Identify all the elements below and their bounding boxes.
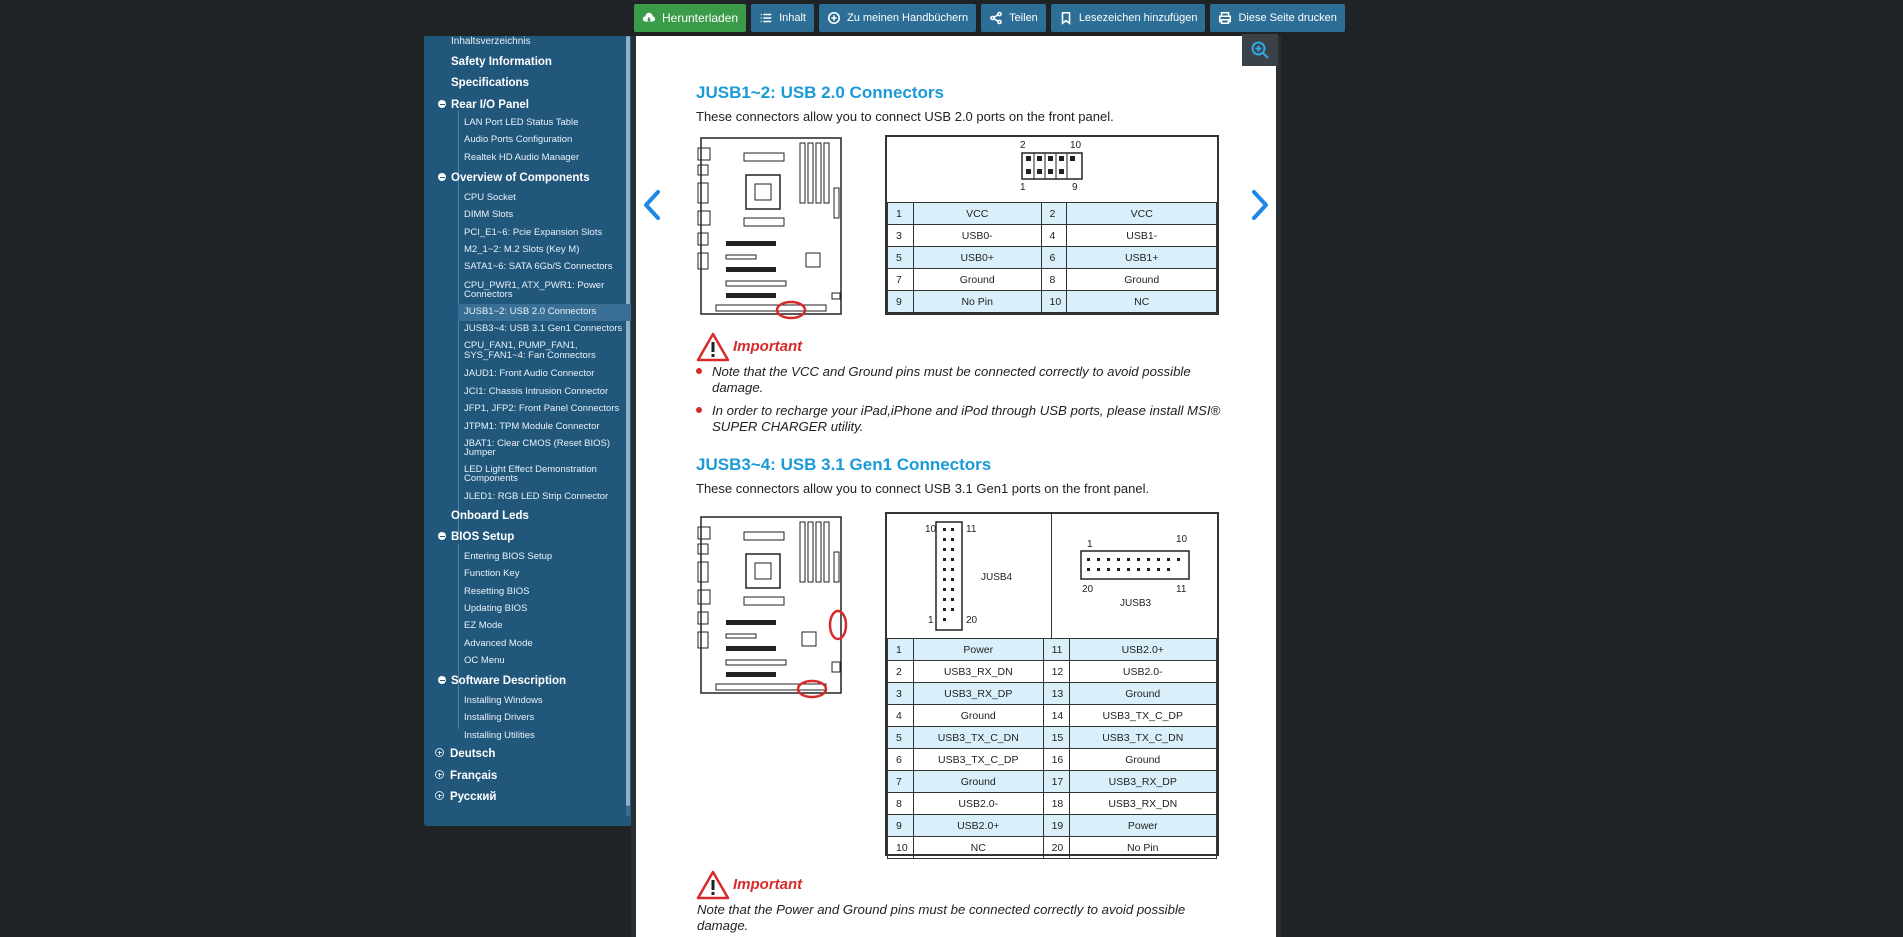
warning-triangle-icon (696, 870, 730, 900)
sidebar-item-jfp[interactable]: JFP1, JFP2: Front Panel Connectors (464, 403, 620, 414)
sidebar-item-label: Rear I/O Panel (451, 99, 529, 111)
sidebar-item-m2[interactable]: M2_1~2: M.2 Slots (Key M) (464, 244, 580, 255)
pin-signal-cell: Power (1069, 815, 1216, 837)
pin-number-cell: 4 (888, 705, 914, 727)
pin-number-cell: 15 (1043, 727, 1069, 749)
download-label: Herunterladen (662, 11, 739, 25)
sidebar-item-installing-utilities[interactable]: Installing Utilities (464, 730, 535, 741)
pin-number-cell: 10 (1041, 291, 1067, 313)
sidebar-item-jled[interactable]: JLED1: RGB LED Strip Connector (464, 491, 609, 502)
sidebar-scrollbar-thumb[interactable] (626, 36, 630, 806)
pin-number-cell: 12 (1043, 661, 1069, 683)
chevron-right-icon (1248, 188, 1272, 222)
table-row (888, 247, 1217, 269)
sidebar-item-pcie[interactable]: PCI_E1~6: Pcie Expansion Slots (464, 227, 603, 238)
pin-signal-cell: USB3_TX_C_DN (913, 727, 1043, 749)
pin-number-cell: 7 (888, 771, 914, 793)
pin-signal-cell: Ground (1069, 749, 1216, 771)
pin-label: 10 (1176, 534, 1188, 545)
table-of-contents-sidebar (424, 36, 632, 826)
chevron-left-icon (640, 188, 664, 222)
pin-number-cell: 17 (1043, 771, 1069, 793)
pin-signal-cell: USB2.0- (1069, 661, 1216, 683)
table-row (888, 683, 1217, 705)
pin-number-cell: 11 (1043, 639, 1069, 661)
pin-number-cell: 9 (888, 815, 914, 837)
sidebar-item-toc[interactable]: Inhaltsverzeichnis (451, 36, 531, 47)
pin-signal-cell: USB3_RX_DP (1069, 771, 1216, 793)
pin-number-cell: 8 (888, 793, 914, 815)
pin-label: 1 (1020, 182, 1026, 193)
sidebar-item-installing-drivers[interactable]: Installing Drivers (464, 712, 535, 723)
pin-table-jusb3 (887, 638, 1217, 859)
sidebar-item-power-2[interactable]: Connectors (464, 289, 513, 300)
share-icon (989, 11, 1003, 25)
pin-number-cell: 9 (888, 291, 914, 313)
sidebar-item-oc-menu[interactable]: OC Menu (464, 655, 505, 666)
sidebar-item-francais[interactable] (435, 770, 497, 782)
sidebar-item-label: Русский (450, 791, 497, 803)
sidebar-scrollbar[interactable] (626, 36, 630, 816)
pin-label: 10 (1070, 140, 1082, 151)
tree-line (458, 544, 459, 729)
usb3-vertical-header-diagram (934, 520, 964, 632)
toolbar (634, 4, 1345, 32)
pin-label: 10 (925, 524, 937, 535)
sidebar-item-fans-2[interactable]: SYS_FAN1~4: Fan Connectors (464, 350, 596, 361)
note-bullet (712, 403, 1232, 435)
pin-signal-cell: USB3_RX_DN (1069, 793, 1216, 815)
expand-plus-icon[interactable] (435, 748, 444, 757)
pin-signal-cell: USB3_TX_C_DN (1069, 727, 1216, 749)
sidebar-item-installing-windows[interactable]: Installing Windows (464, 695, 543, 706)
sidebar-item-power[interactable]: CPU_PWR1, ATX_PWR1: Power (464, 280, 605, 291)
add-manuals-label: Zu meinen Handbüchern (846, 12, 969, 24)
pin-signal-cell: USB0+ (913, 247, 1041, 269)
pin-number-cell: 1 (888, 203, 914, 225)
table-row (888, 771, 1217, 793)
sidebar-item-cpu-socket[interactable]: CPU Socket (464, 192, 516, 203)
bullet-dot (696, 407, 702, 413)
note-bullet (712, 364, 1232, 396)
add-to-manuals-button[interactable] (819, 4, 976, 32)
pin-signal-cell: USB2.0+ (1069, 639, 1216, 661)
pin-number-cell: 6 (1041, 247, 1067, 269)
pin-signal-cell: USB1+ (1067, 247, 1217, 269)
previous-page-button[interactable] (640, 188, 664, 222)
pin-number-cell: 8 (1041, 269, 1067, 291)
plus-circle-icon (827, 11, 841, 25)
sidebar-item-realtek[interactable]: Realtek HD Audio Manager (464, 152, 580, 163)
motherboard-diagram-jusb3 (696, 512, 848, 702)
contents-label: Inhalt (779, 12, 806, 24)
note-text: Note that the Power and Ground pins must be connected correctly to avoid possible damage. (697, 902, 1186, 933)
table-row (888, 639, 1217, 661)
collapse-toggle-icon[interactable] (438, 173, 446, 181)
sidebar-item-jaud[interactable]: JAUD1: Front Audio Connector (464, 368, 595, 379)
pin-signal-cell: USB1- (1067, 225, 1217, 247)
sidebar-item-jtpm[interactable]: JTPM1: TPM Module Connector (464, 421, 600, 432)
section-desc-jusb1: These connectors allow you to connect USB 2.0 ports on the front panel. (696, 109, 1114, 124)
sidebar-item-function-key[interactable]: Function Key (464, 568, 520, 579)
share-button[interactable] (981, 4, 1046, 32)
pin-number-cell: 18 (1043, 793, 1069, 815)
pin-signal-cell: No Pin (913, 291, 1041, 313)
pin-signal-cell: VCC (913, 203, 1041, 225)
warning-triangle-icon (696, 332, 730, 362)
sidebar-item-advanced-mode[interactable]: Advanced Mode (464, 638, 533, 649)
pin-number-cell: 2 (1041, 203, 1067, 225)
pin-number-cell: 5 (888, 727, 914, 749)
list-icon (759, 11, 773, 25)
sidebar-item-ez-mode[interactable]: EZ Mode (464, 620, 503, 631)
next-page-button[interactable] (1248, 188, 1272, 222)
collapse-toggle-icon[interactable] (438, 676, 446, 684)
sidebar-item-sata[interactable]: SATA1~6: SATA 6Gb/S Connectors (464, 261, 613, 272)
sidebar-item-jci[interactable]: JCI1: Chassis Intrusion Connector (464, 386, 609, 397)
sidebar-item-label: Français (450, 770, 498, 782)
table-row (888, 705, 1217, 727)
print-button[interactable] (1210, 4, 1344, 32)
pin-label: 2 (1020, 140, 1026, 151)
expand-plus-icon[interactable] (435, 791, 444, 800)
table-row (888, 291, 1217, 313)
sidebar-item-onboard-leds[interactable]: Onboard Leds (451, 510, 529, 522)
sidebar-item-label: Software Description (451, 675, 567, 687)
sidebar-item-label: Overview of Components (451, 172, 590, 184)
table-row (888, 793, 1217, 815)
motherboard-diagram-jusb1 (696, 133, 846, 321)
table-row (888, 837, 1217, 859)
important-heading: Important (733, 338, 803, 355)
usb3-horizontal-header-diagram (1079, 549, 1191, 581)
sidebar-item-audio-ports[interactable]: Audio Ports Configuration (464, 134, 573, 145)
pin-signal-cell: USB3_RX_DP (913, 683, 1043, 705)
header-name: JUSB4 (981, 572, 1013, 583)
table-row (888, 661, 1217, 683)
manual-page (636, 36, 1276, 937)
sidebar-item-jbat[interactable]: JBAT1: Clear CMOS (Reset BIOS) (464, 438, 611, 449)
section-title-jusb1: JUSB1~2: USB 2.0 Connectors (696, 83, 944, 102)
sidebar-item-led-effect-2[interactable]: Components (464, 473, 518, 484)
pin-signal-cell: USB2.0- (913, 793, 1043, 815)
pin-number-cell: 2 (888, 661, 914, 683)
sidebar-item-led-effect[interactable]: LED Light Effect Demonstration (464, 464, 597, 475)
pin-signal-cell: USB2.0+ (913, 815, 1043, 837)
pin-signal-cell: USB3_TX_C_DP (1069, 705, 1216, 727)
print-icon (1218, 11, 1232, 25)
section-title-jusb3: JUSB3~4: USB 3.1 Gen1 Connectors (696, 455, 992, 474)
table-row (888, 815, 1217, 837)
pin-number-cell: 3 (888, 225, 914, 247)
table-row (888, 269, 1217, 291)
pin-label: 11 (1176, 584, 1187, 595)
sidebar-item-specifications[interactable]: Specifications (451, 77, 529, 89)
sidebar-item-jusb1-active[interactable]: JUSB1~2: USB 2.0 Connectors (458, 304, 632, 321)
pin-number-cell: 16 (1043, 749, 1069, 771)
sidebar-item-label: Deutsch (450, 748, 496, 760)
pin-label: 1 (1087, 539, 1093, 550)
zoom-button[interactable] (1242, 34, 1278, 66)
pin-signal-cell: Ground (913, 705, 1043, 727)
section-desc-jusb3: These connectors allow you to connect USB 3.1 Gen1 ports on the front panel. (696, 481, 1150, 496)
pin-number-cell: 4 (1041, 225, 1067, 247)
pin-label: 9 (1072, 182, 1078, 193)
bookmark-label: Lesezeichen hinzufügen (1078, 12, 1198, 24)
pin-signal-cell: VCC (1067, 203, 1217, 225)
share-label: Teilen (1009, 12, 1038, 24)
zoom-in-icon (1250, 40, 1270, 60)
pin-number-cell: 10 (888, 837, 914, 859)
pin-signal-cell: Ground (1069, 683, 1216, 705)
sidebar-item-lan-led[interactable]: LAN Port LED Status Table (464, 117, 579, 128)
table-row (888, 749, 1217, 771)
sidebar-item-jusb3[interactable]: JUSB3~4: USB 3.1 Gen1 Connectors (464, 323, 623, 334)
bullet-dot (696, 368, 702, 374)
sidebar-item-updating-bios[interactable]: Updating BIOS (464, 603, 528, 614)
sidebar-item-safety[interactable]: Safety Information (451, 56, 552, 68)
pin-signal-cell: No Pin (1069, 837, 1216, 859)
sidebar-item-dimm[interactable]: DIMM Slots (464, 209, 514, 220)
note-text: Note that the VCC and Ground pins must be connected correctly to avoid possible damage. (712, 364, 1191, 395)
sidebar-item-entering-bios[interactable]: Entering BIOS Setup (464, 551, 553, 562)
header-name: JUSB3 (1120, 598, 1152, 609)
pin-signal-cell: USB0- (913, 225, 1041, 247)
table-row (888, 727, 1217, 749)
important-heading: Important (733, 876, 803, 893)
collapse-toggle-icon[interactable] (438, 100, 446, 108)
sidebar-item-software[interactable] (451, 675, 566, 687)
pin-number-cell: 6 (888, 749, 914, 771)
pin-number-cell: 14 (1043, 705, 1069, 727)
pin-signal-cell: Ground (1067, 269, 1217, 291)
pin-label: 20 (1082, 584, 1094, 595)
expand-plus-icon[interactable] (435, 770, 444, 779)
pin-signal-cell: USB3_RX_DN (913, 661, 1043, 683)
sidebar-item-label: BIOS Setup (451, 531, 515, 543)
pin-signal-cell: NC (913, 837, 1043, 859)
download-button[interactable] (634, 4, 746, 32)
collapse-toggle-icon[interactable] (438, 532, 446, 540)
sidebar-item-fans[interactable]: CPU_FAN1, PUMP_FAN1, (464, 340, 578, 351)
cloud-download-icon (642, 11, 656, 25)
pin-number-cell: 1 (888, 639, 914, 661)
table-row (888, 225, 1217, 247)
print-label: Diese Seite drucken (1238, 12, 1337, 24)
pin-label: 11 (966, 524, 977, 535)
pin-signal-cell: NC (1067, 291, 1217, 313)
bookmark-icon (1059, 11, 1073, 25)
sidebar-item-jbat-2[interactable]: Jumper (464, 447, 496, 458)
pin-signal-cell: Ground (913, 269, 1041, 291)
pin-number-cell: 19 (1043, 815, 1069, 837)
pin-number-cell: 7 (888, 269, 914, 291)
sidebar-item-resetting-bios[interactable]: Resetting BIOS (464, 586, 530, 597)
tree-line (458, 186, 459, 536)
bookmark-button[interactable] (1051, 4, 1206, 32)
pin-number-cell: 13 (1043, 683, 1069, 705)
sidebar-item-russian[interactable] (435, 791, 496, 803)
sidebar-item-rear-io[interactable] (451, 99, 529, 111)
pin-signal-cell: Ground (913, 771, 1043, 793)
pin-label: 1 (928, 615, 934, 626)
table-row (888, 203, 1217, 225)
sidebar-item-overview[interactable] (451, 172, 590, 184)
sidebar-item-bios[interactable] (451, 531, 514, 543)
document-frame-right (1276, 36, 1281, 937)
pin-number-cell: 20 (1043, 837, 1069, 859)
pin-table-jusb1 (887, 202, 1217, 313)
note-text: In order to recharge your iPad,iPhone and iPod through USB ports, please install MSI® SUPER CHARGER utility. (712, 403, 1221, 434)
divider (1051, 514, 1052, 638)
sidebar-item-deutsch[interactable] (435, 748, 495, 760)
pin-number-cell: 3 (888, 683, 914, 705)
pin-label: 20 (966, 615, 978, 626)
pin-number-cell: 5 (888, 247, 914, 269)
contents-button[interactable] (751, 4, 814, 32)
pin-signal-cell: USB3_TX_C_DP (913, 749, 1043, 771)
pin-signal-cell: Power (913, 639, 1043, 661)
